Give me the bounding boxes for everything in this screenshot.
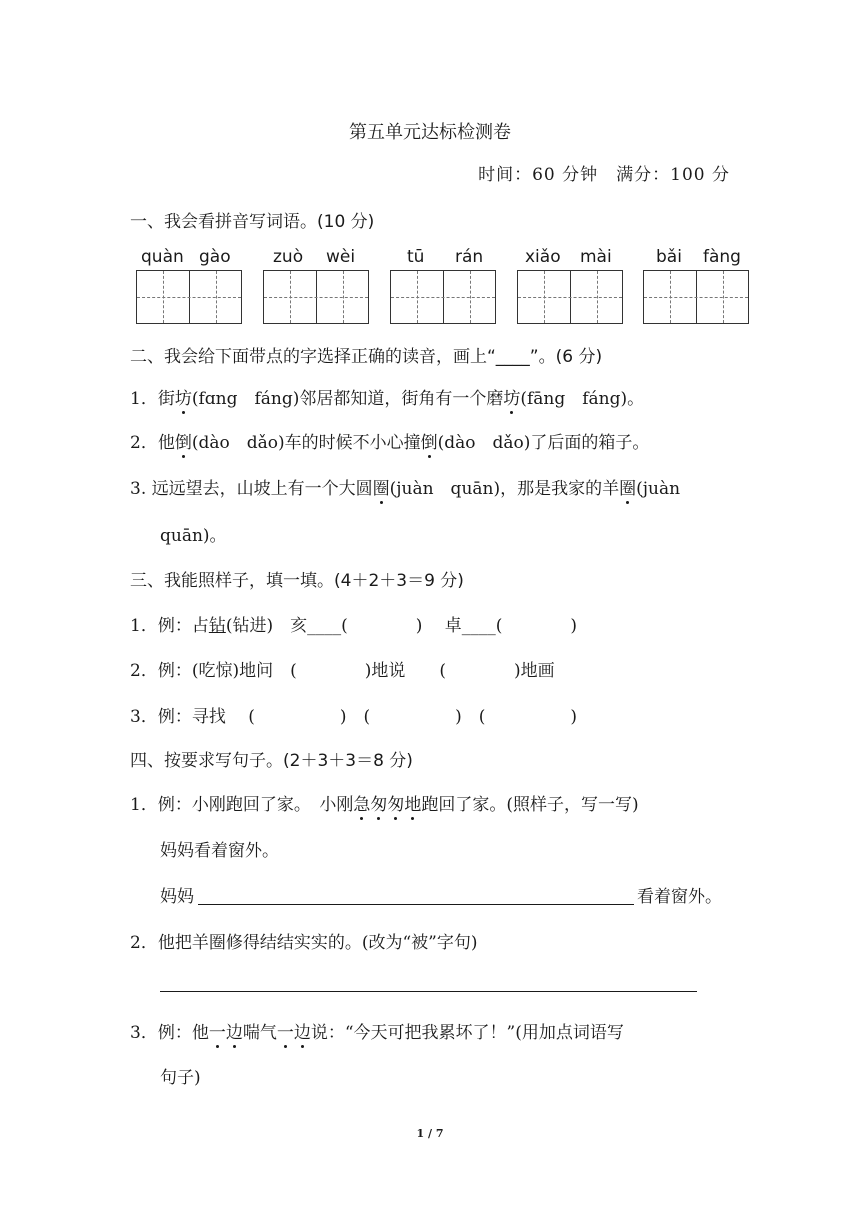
s4-question-3-cont: 句子) <box>160 1068 201 1088</box>
s3-question-2: 2．例：(吃惊)地问 ( )地说 ( )地画 <box>130 661 555 681</box>
s3-question-3: 3．例：寻找 ( ) ( ) ( ) <box>130 707 578 727</box>
dotted-char: 边 <box>226 1018 243 1043</box>
s2-question-3: 3. 远远望去，山坡上有一个大圆圈(juàn quān)，那是我家的羊圈(juàn <box>130 474 680 499</box>
pinyin-1a: quàn <box>141 247 184 267</box>
section-1-heading: 一、我会看拼音写词语。(10 分) <box>130 212 375 232</box>
pinyin-2a: zuò <box>273 247 304 267</box>
pinyin-3b: rán <box>455 247 484 267</box>
dotted-char: 急 <box>353 790 370 815</box>
section-2-heading: 二、我会给下面带点的字选择正确的读音，画上“____”。(6 分) <box>130 347 603 367</box>
dotted-char: 圈 <box>373 474 390 499</box>
s4-question-1: 1．例：小刚跑回了家。 小刚急匆匆地跑回了家。(照样子，写一写) <box>130 790 639 815</box>
s2-question-2: 2．他倒(dào dǎo)车的时候不小心撞倒(dào dǎo)了后面的箱子。 <box>130 428 649 453</box>
page-number: 1 / 7 <box>416 1127 444 1140</box>
pinyin-5b: fàng <box>703 247 741 267</box>
dotted-char: 坊 <box>503 384 520 409</box>
s3-question-1: 1．例：占钻(钻进) 亥____( ) 卓____( ) <box>130 616 578 636</box>
page-title: 第五单元达标检测卷 <box>349 122 511 143</box>
pinyin-5a: bǎi <box>656 247 682 267</box>
dotted-char: 匆 <box>387 790 404 815</box>
answer-line-1[interactable] <box>198 904 634 905</box>
pinyin-3a: tū <box>407 247 425 267</box>
s4-question-2: 2．他把羊圈修得结结实实的。(改为“被”字句) <box>130 933 478 953</box>
s4-question-1-line: 妈妈看着窗外。 <box>160 841 279 861</box>
dotted-char: 倒 <box>175 428 192 453</box>
pinyin-4b: mài <box>580 247 612 267</box>
underlined-char: 钻 <box>208 616 226 636</box>
s2-question-3-cont: quān)。 <box>160 526 227 546</box>
pinyin-4a: xiǎo <box>525 247 561 267</box>
dotted-char: 倒 <box>421 428 438 453</box>
writing-grid-2[interactable] <box>263 270 369 324</box>
s4-question-1-post: 看着窗外。 <box>637 887 722 907</box>
section-4-heading: 四、按要求写句子。(2＋3＋3＝8 分) <box>130 751 413 771</box>
dotted-char: 一 <box>277 1018 294 1043</box>
writing-grid-1[interactable] <box>136 270 242 324</box>
writing-grid-5[interactable] <box>643 270 749 324</box>
dotted-char: 边 <box>294 1018 311 1043</box>
s4-question-1-pre: 妈妈 <box>160 887 194 907</box>
dotted-char: 匆 <box>370 790 387 815</box>
section-3-heading: 三、我能照样子，填一填。(4＋2＋3＝9 分) <box>130 571 464 591</box>
exam-meta: 时间：60 分钟 满分：100 分 <box>478 165 730 185</box>
writing-grid-4[interactable] <box>517 270 623 324</box>
answer-line-2[interactable] <box>160 991 697 992</box>
writing-grid-3[interactable] <box>390 270 496 324</box>
pinyin-2b: wèi <box>326 247 356 267</box>
s2-question-1: 1．街坊(fɑng fáng)邻居都知道，街角有一个磨坊(fāng fáng)。 <box>130 384 644 409</box>
pinyin-1b: gào <box>199 247 231 267</box>
dotted-char: 圈 <box>619 474 636 499</box>
dotted-char: 地 <box>404 790 421 815</box>
s4-question-3: 3．例：他一边喘气一边说：“今天可把我累坏了！”(用加点词语写 <box>130 1018 624 1043</box>
dotted-char: 坊 <box>175 384 192 409</box>
dotted-char: 一 <box>209 1018 226 1043</box>
